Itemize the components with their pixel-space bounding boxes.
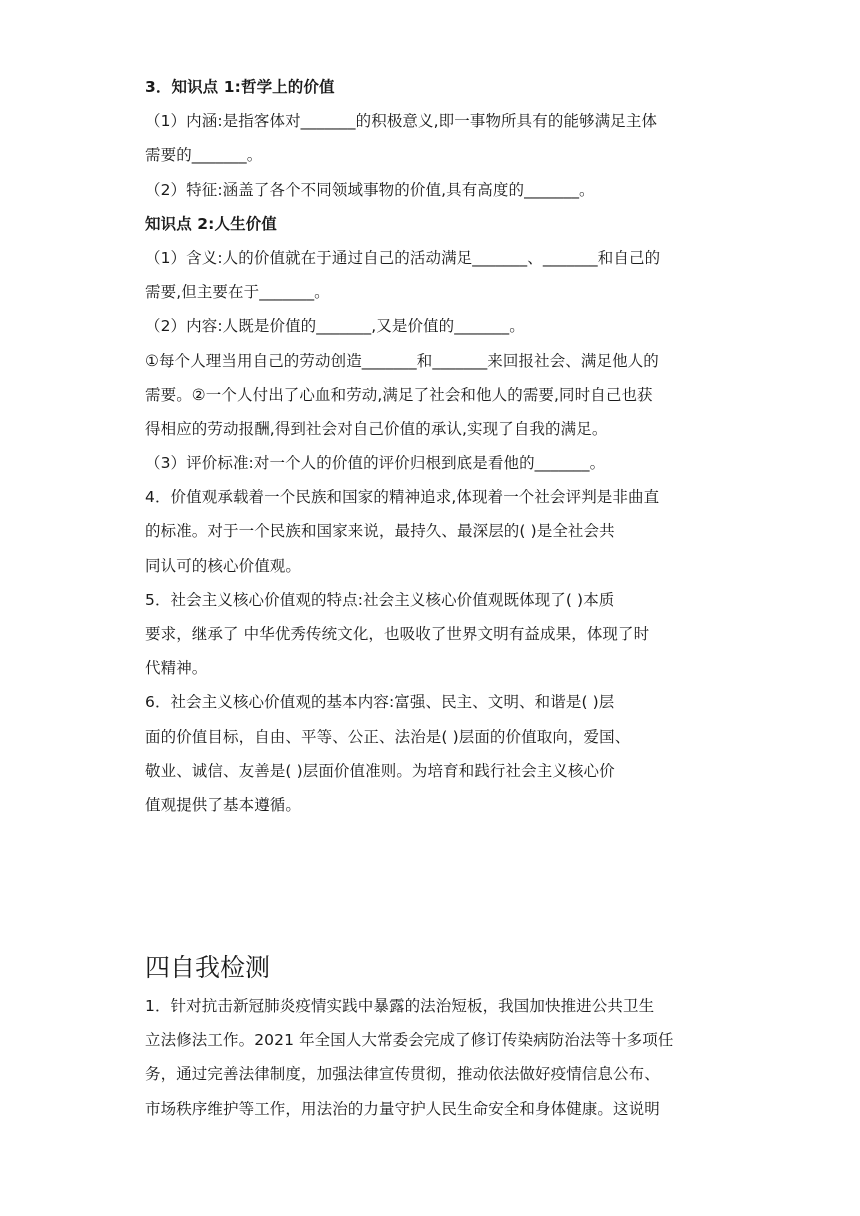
text-line: 需要的_______。	[145, 146, 263, 165]
text-line: 要求，继承了 中华优秀传统文化，也吸收了世界文明有益成果，体现了时	[145, 625, 650, 643]
text-line: 代精神。	[145, 659, 208, 678]
section-4-content	[145, 989, 720, 1126]
text-line: （3）评价标准:对一个人的价值的评价归根到底是看他的_______。	[145, 454, 606, 473]
knowledge-point-2-heading: 知识点 2:人生价值	[145, 214, 277, 233]
text-line: 务，通过完善法律制度，加强法律宣传贯彻，推动依法做好疫情信息公布、	[145, 1065, 660, 1084]
text-line: 市场秩序维护等工作，用法治的力量守护人民生命安全和身体健康。这说明	[145, 1099, 660, 1118]
text-line: 需要。②一个人付出了心血和劳动,满足了社会和他人的需要,同时自己也获	[145, 385, 653, 404]
text-line: （1）内涵:是指客体对_______的积极意义,即一事物所具有的能够满足主体	[145, 112, 658, 131]
text-line: 敬业、诚信、友善是( )层面价值准则。为培育和践行社会主义核心价	[145, 761, 615, 780]
text-line: 5．社会主义核心价值观的特点:社会主义核心价值观既体现了( )本质	[145, 590, 615, 609]
text-line: 6．社会主义核心价值观的基本内容:富强、民主、文明、和谐是( )层	[145, 693, 615, 712]
knowledge-point-1-heading: 3．知识点 1:哲学上的价值	[145, 78, 335, 96]
section-4-heading: 四自我检测	[145, 953, 271, 982]
text-line: 立法修法工作。2021 年全国人大常委会完成了修订传染病防治法等十多项任	[145, 1031, 674, 1050]
text-line: 4．价值观承载着一个民族和国家的精神追求,体现着一个社会评判是非曲直	[145, 488, 660, 507]
text-line: （2）特征:涵盖了各个不同领域事物的价值,具有高度的_______。	[145, 180, 595, 199]
text-line: 值观提供了基本遵循。	[145, 795, 302, 814]
text-line: 1．针对抗击新冠肺炎疫情实践中暴露的法治短板，我国加快推进公共卫生	[145, 997, 655, 1015]
text-line: 的标准。对于一个民族和国家来说，最持久、最深层的( )是全社会共	[145, 522, 615, 541]
text-line: （2）内容:人既是价值的_______,又是价值的_______。	[145, 317, 525, 336]
text-line: 同认可的核心价值观。	[145, 556, 302, 575]
text-line: 需要,但主要在于_______。	[145, 283, 330, 302]
section-3-content	[145, 70, 720, 822]
text-line: （1）含义:人的价值就在于通过自己的活动满足_______、_______和自己的	[145, 248, 661, 267]
text-line: 得相应的劳动报酬,得到社会对自己价值的承认,实现了自我的满足。	[145, 419, 608, 438]
text-line: ①每个人理当用自己的劳动创造_______和_______来回报社会、满足他人的	[145, 351, 659, 370]
text-line: 面的价值目标，自由、平等、公正、法治是( )层面的价值取向，爱国、	[145, 727, 631, 746]
